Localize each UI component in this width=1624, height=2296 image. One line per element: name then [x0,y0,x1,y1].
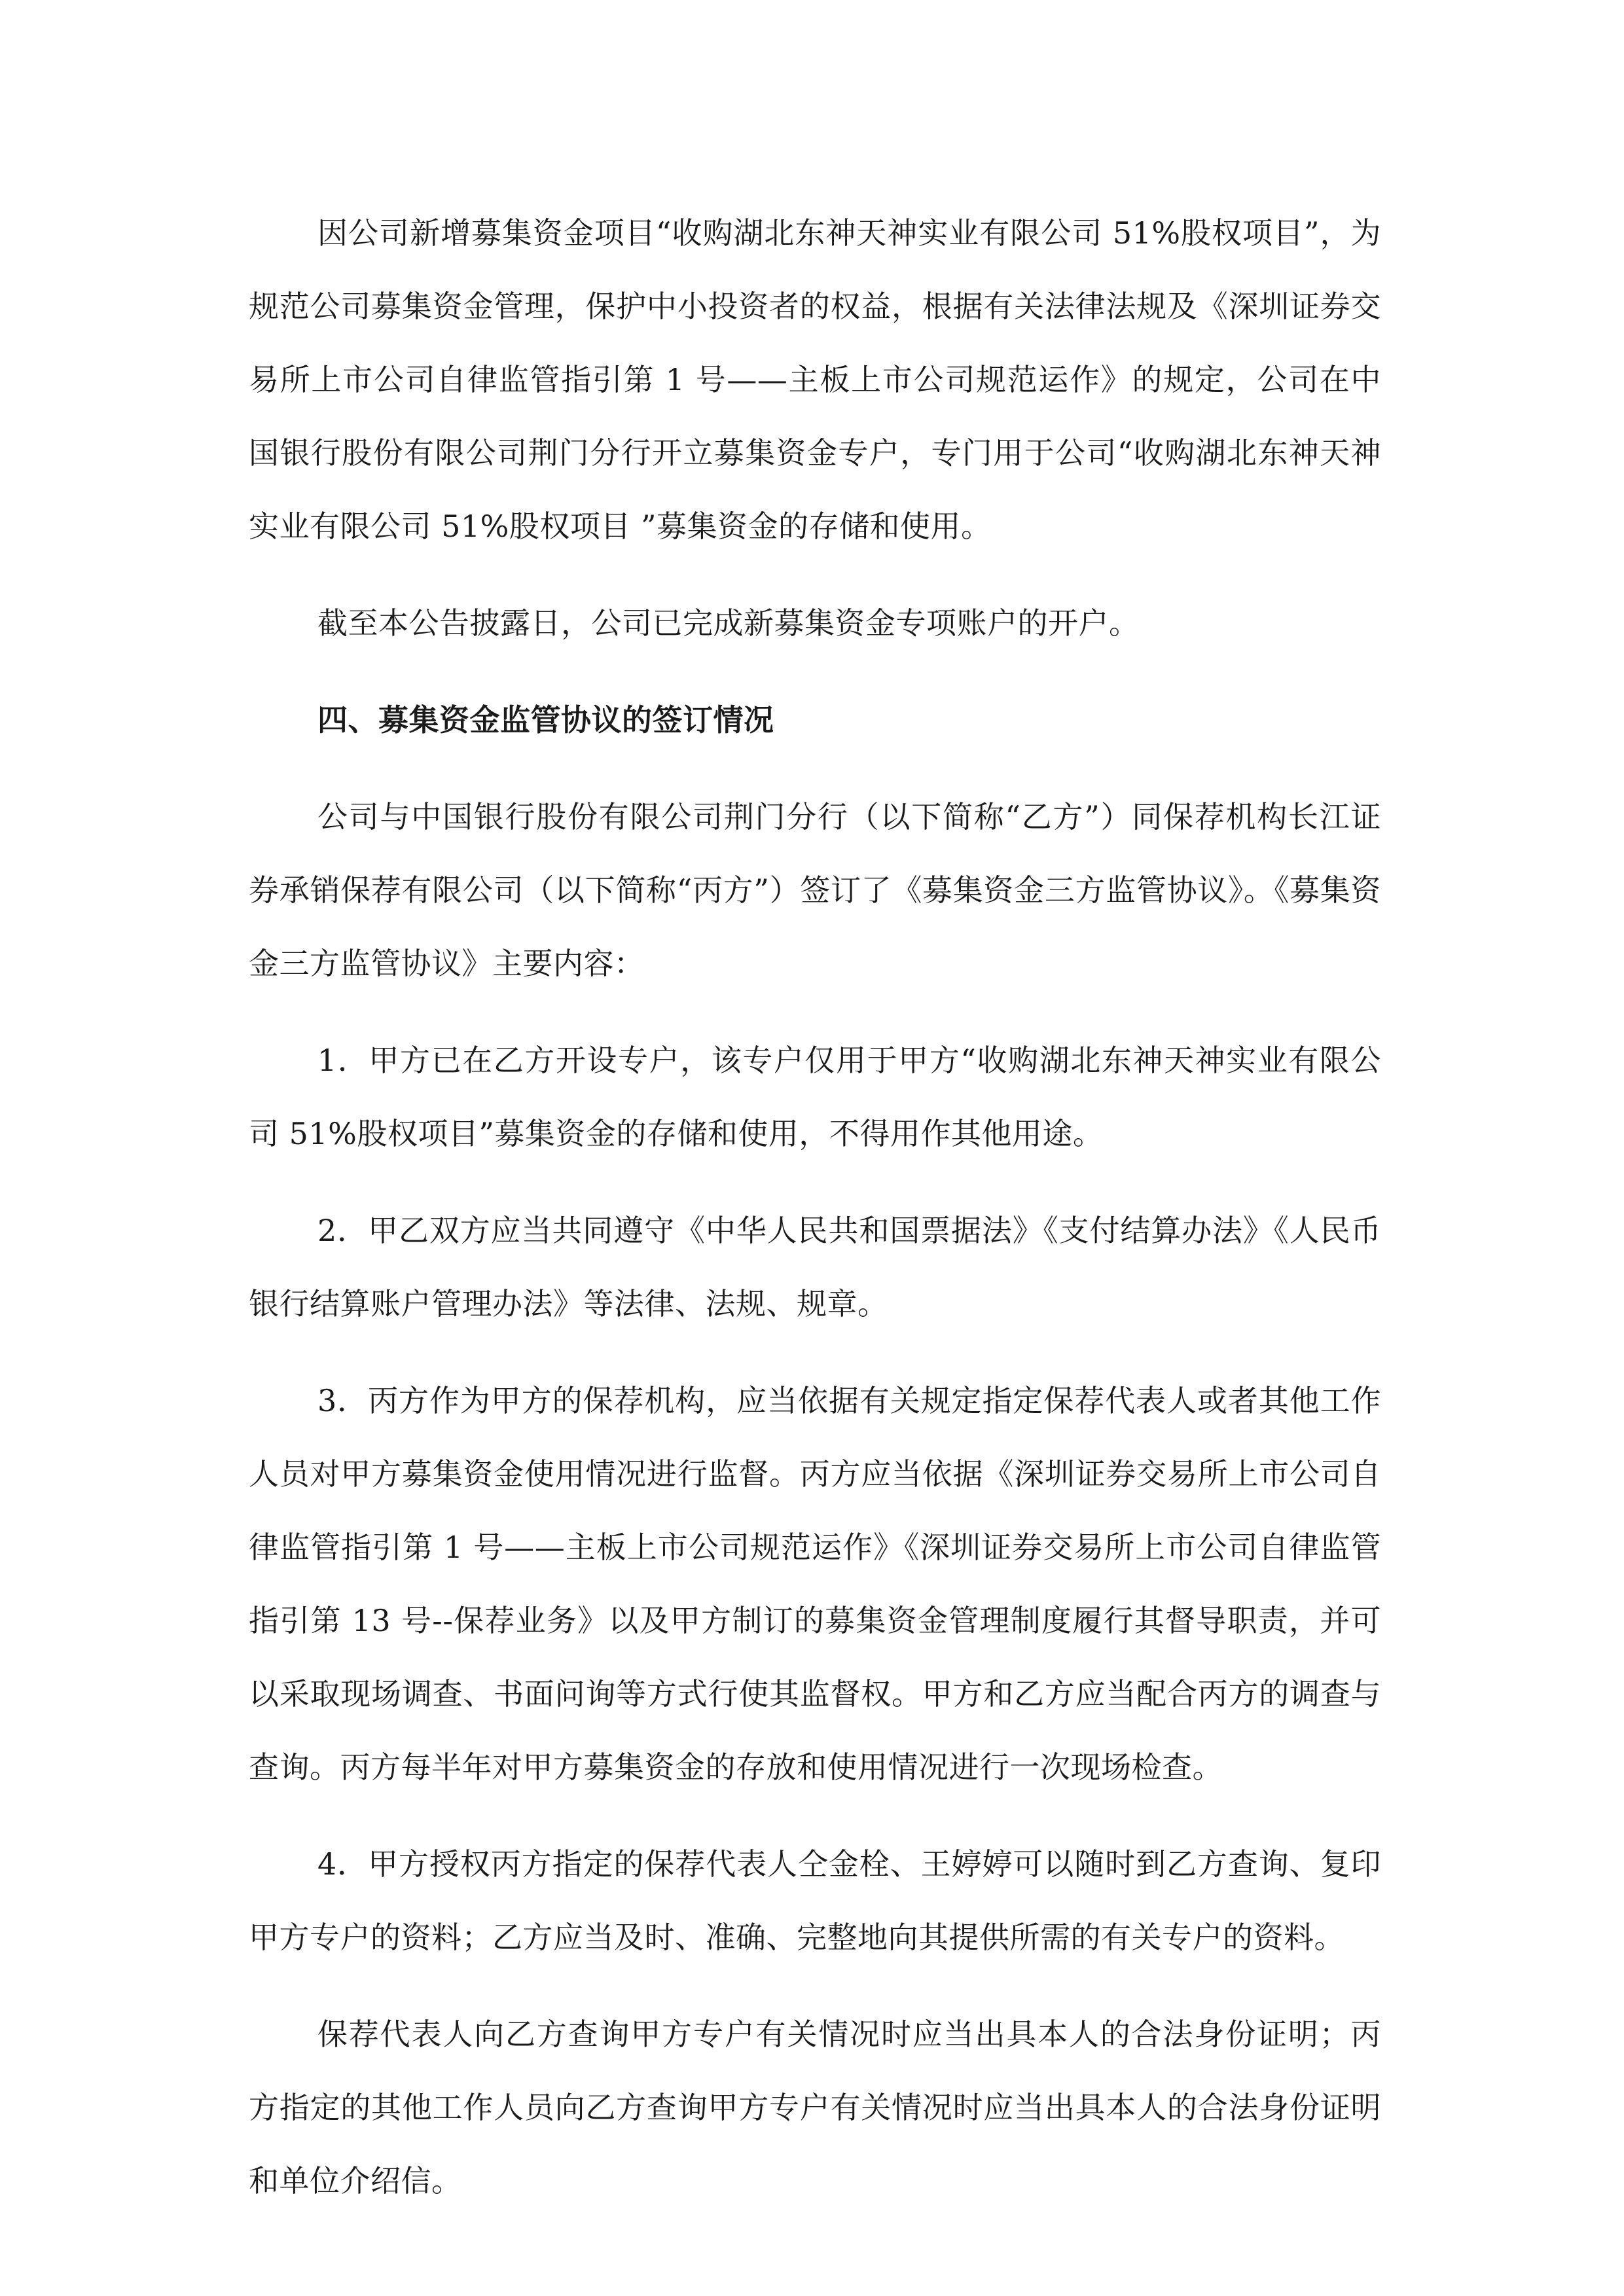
clause-2: 2．甲乙双方应当共同遵守《中华人民共和国票据法》《支付结算办法》《人民币银行结算账户管理办法》等法律、法规、规章。 [249,1213,1381,1321]
paragraph-identity-requirements: 保荐代表人向乙方查询甲方专户有关情况时应当出具本人的合法身份证明；丙方指定的其他工作人员向乙方查询甲方专户有关情况时应当出具本人的合法身份证明和单位介绍信。 [249,2017,1381,2198]
section-heading-agreement: 四、募集资金监管协议的签订情况 [317,702,774,738]
paragraph-new-project-account: 因公司新增募集资金项目“收购湖北东神天神实业有限公司 51%股权项目”，为规范公司募集资金管理，保护中小投资者的权益，根据有关法律法规及《深圳证券交易所上市公司自律监管指引第 1 号——主板上市公司规范运作》的规定，公司在中国银行股份有限公司荆门分行开立募集资金专户，专门用于公司“收购湖北东神天神实业有限公司 51%股权项目 ”募集资金的存储和使用。 [249,215,1381,544]
paragraph-agreement-parties: 公司与中国银行股份有限公司荆门分行（以下简称“乙方”）同保荐机构长江证券承销保荐有限公司（以下简称“丙方”）签订了《募集资金三方监管协议》。《募集资金三方监管协议》主要内容： [249,799,1381,981]
clause-3: 3．丙方作为甲方的保荐机构，应当依据有关规定指定保荐代表人或者其他工作人员对甲方募集资金使用情况进行监督。丙方应当依据《深圳证券交易所上市公司自律监管指引第 1 号——主板上市公司规范运作》《深圳证券交易所上市公司自律监管指引第 13 号--保荐业务》以及甲方制订的募集资金管理制度履行其督导职责，并可以采取现场调查、书面问询等方式行使其监督权。甲方和乙方应当配合丙方的调查与查询。丙方每半年对甲方募集资金的存放和使用情况进行一次现场检查。 [249,1383,1381,1785]
paragraph-account-opened: 截至本公告披露日，公司已完成新募集资金专项账户的开户。 [317,605,1140,641]
clause-4: 4．甲方授权丙方指定的保荐代表人仝金栓、王婷婷可以随时到乙方查询、复印甲方专户的资料；乙方应当及时、准确、完整地向其提供所需的有关专户的资料。 [249,1846,1381,1955]
clause-1: 1．甲方已在乙方开设专户，该专户仅用于甲方“收购湖北东神天神实业有限公司 51%股权项目”募集资金的存储和使用，不得用作其他用途。 [249,1043,1381,1151]
document-page [249,196,1381,2241]
